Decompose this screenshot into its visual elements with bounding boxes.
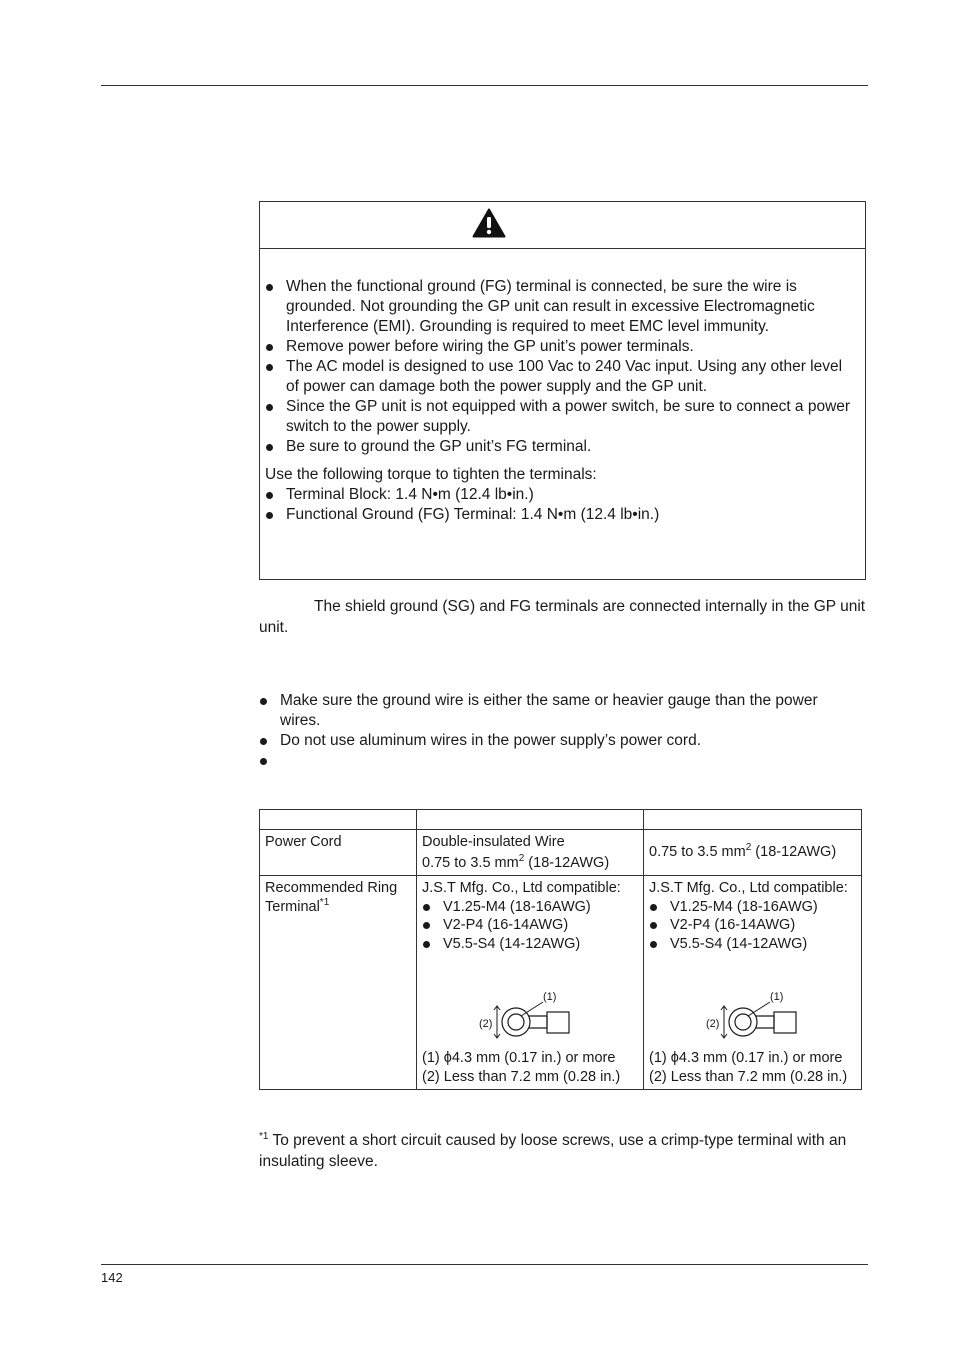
dimension-1: (1) ϕ4.3 mm (0.17 in.) or more: [422, 1050, 616, 1066]
table-row-ring-terminal: [260, 876, 862, 1090]
bullet-item: Do not use aluminum wires in the power supply’s power cord.: [259, 731, 859, 751]
terminal-dimensions: [649, 1049, 856, 1086]
terminal-model: V5.5-S4 (14-12AWG): [422, 935, 638, 954]
terminal-model: V1.25-M4 (18-16AWG): [649, 898, 856, 917]
warning-body: [260, 249, 865, 525]
callout-2: (2): [706, 1018, 720, 1030]
table-header-row: [260, 810, 862, 830]
warning-box: [259, 201, 866, 580]
table-header-cell: [644, 810, 862, 830]
wiring-bullets: [259, 691, 859, 771]
terminal-dimensions: [422, 1049, 638, 1086]
ring-terminal-cell-dc: [644, 876, 862, 1090]
terminal-model: V1.25-M4 (18-16AWG): [422, 898, 638, 917]
warning-list: [265, 277, 855, 457]
dimension-1: (1) ϕ4.3 mm (0.17 in.) or more: [649, 1050, 843, 1066]
ring-terminal-icon: [699, 989, 799, 1041]
row-label: [260, 876, 417, 1090]
footnote-ref: *1: [319, 896, 330, 908]
dimension-2: (2) Less than 7.2 mm (0.28 in.): [649, 1068, 848, 1085]
terminal-model: V2-P4 (16-14AWG): [649, 916, 856, 935]
wire-gauge: 0.75 to 3.5 $mm^2$ (18-12AWG): [422, 852, 610, 871]
spec-table: [259, 809, 862, 1090]
warning-triangle-icon: [472, 208, 506, 238]
power-cord-label: Power Cord: [265, 834, 342, 850]
header-rule: [101, 85, 868, 86]
terminal-model-list: [422, 898, 638, 954]
ring-terminal-cell-ac: [417, 876, 644, 1090]
terminal-model: V5.5-S4 (14-12AWG): [649, 935, 856, 954]
table-row-power-cord: [260, 830, 862, 876]
footer-rule: [101, 1264, 868, 1265]
torque-list: [265, 485, 855, 525]
note-text: The shield ground (SG) and FG terminals are connected internally in the GP unit unit.: [259, 598, 866, 636]
page-number: 142: [101, 1270, 123, 1285]
torque-intro: Use the following torque to tighten the terminals:: [265, 466, 597, 483]
torque-item: Functional Ground (FG) Terminal: 1.4 N•m (12.4 lb•in.): [265, 505, 855, 525]
ring-terminal-icon: [472, 989, 572, 1041]
warning-item: When the functional ground (FG) terminal is connected, be sure the wire is grounded. Not grounding the GP unit can result in excessive Electromagnetic Interference (EMI). Grounding is required to meet EMC level immunity.: [265, 277, 855, 337]
warning-item: The AC model is designed to use 100 Vac to 240 Vac input. Using any other level of power can damage both the power supply and the GP unit.: [265, 357, 855, 397]
ring-terminal-label: Recommended Ring Terminal: [265, 880, 398, 915]
warning-item: Remove power before wiring the GP unit’s power terminals.: [265, 337, 855, 357]
warning-item: Since the GP unit is not equipped with a power switch, be sure to connect a power switch to the power supply.: [265, 397, 855, 437]
footnote-mark: *1: [259, 1130, 269, 1142]
compat-text: J.S.T Mfg. Co., Ltd compatible:: [422, 880, 621, 896]
terminal-model: V2-P4 (16-14AWG): [422, 916, 638, 935]
callout-1: (1): [543, 991, 557, 1003]
power-cord-cell-dc: [644, 830, 862, 876]
table-header-cell: [417, 810, 644, 830]
footnote: [259, 1130, 869, 1172]
callout-1: (1): [770, 991, 784, 1003]
warning-header: [260, 202, 865, 249]
bullet-item: [259, 751, 859, 771]
row-label: [260, 830, 417, 876]
callout-2: (2): [479, 1018, 493, 1030]
wire-gauge: 0.75 to 3.5 $mm^2$ (18-12AWG): [649, 842, 837, 861]
footnote-text: To prevent a short circuit caused by loose screws, use a crimp-type terminal with an insulating sleeve.: [259, 1132, 847, 1170]
power-cord-cell-ac: [417, 830, 644, 876]
bullet-item: Make sure the ground wire is either the same or heavier gauge than the power wires.: [259, 691, 859, 731]
compat-text: J.S.T Mfg. Co., Ltd compatible:: [649, 880, 848, 896]
torque-item: Terminal Block: 1.4 N•m (12.4 lb•in.): [265, 485, 855, 505]
warning-item: Be sure to ground the GP unit’s FG terminal.: [265, 437, 855, 457]
wire-type: Double-insulated Wire: [422, 834, 565, 850]
table-header-cell: [260, 810, 417, 830]
terminal-model-list: [649, 898, 856, 954]
dimension-2: (2) Less than 7.2 mm (0.28 in.): [422, 1068, 621, 1085]
